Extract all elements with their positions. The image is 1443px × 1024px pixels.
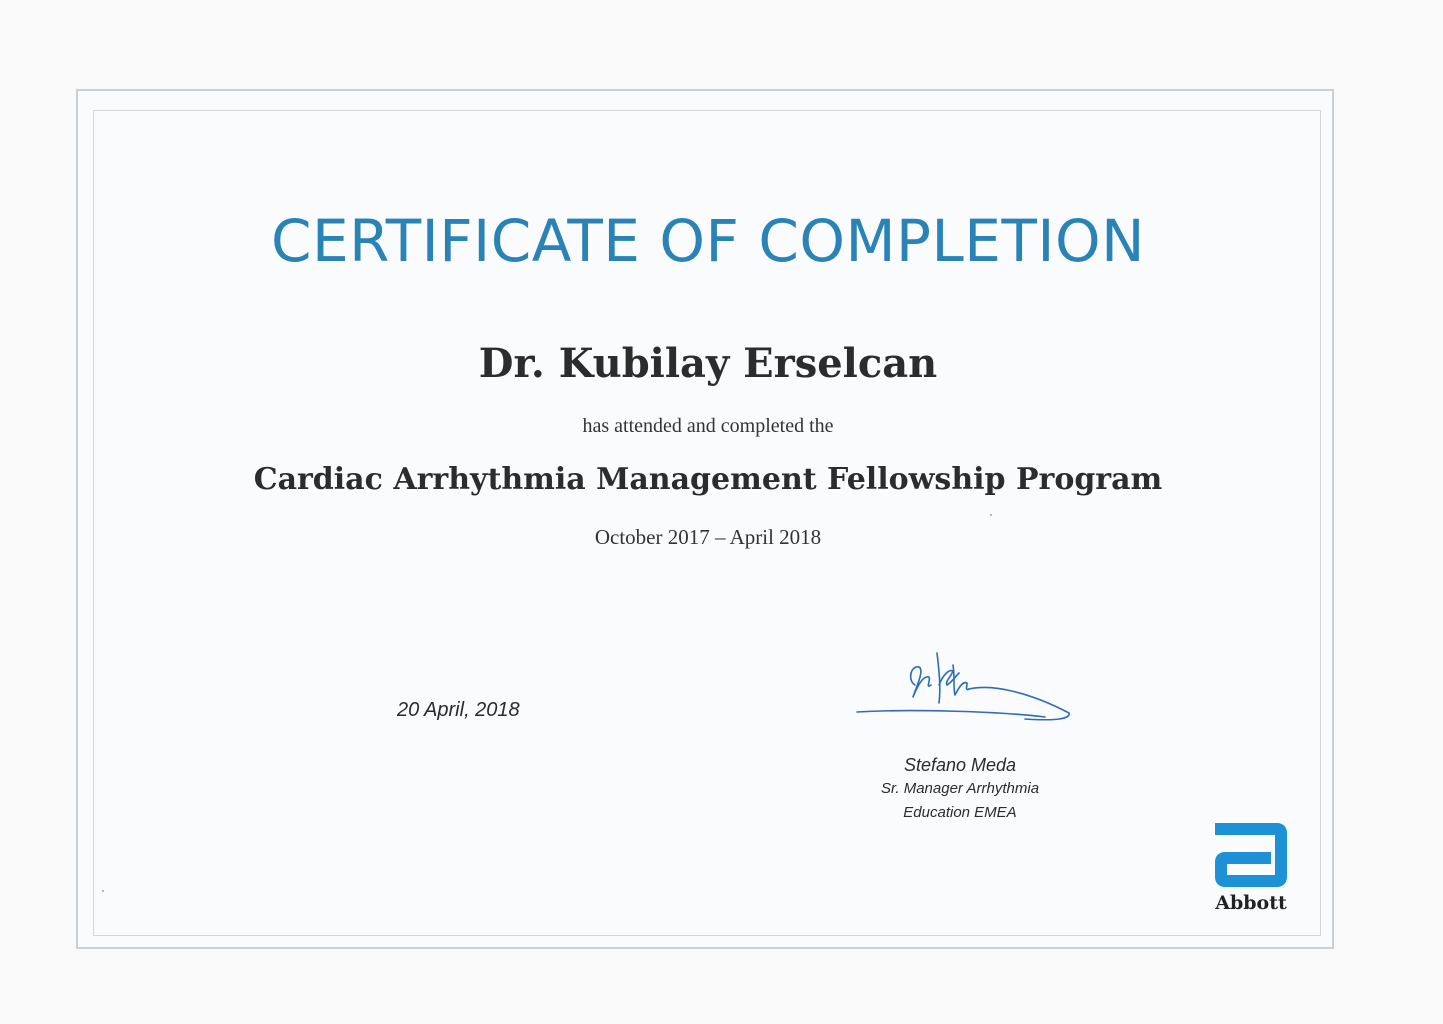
recipient-name: Dr. Kubilay Erselcan [478, 340, 938, 387]
signer-title-line2: Education EMEA [903, 804, 1017, 821]
signature-image [855, 625, 1080, 725]
attended-text: has attended and completed the [582, 415, 834, 437]
abbott-wordmark: Abbott [1215, 892, 1287, 914]
program-name: Cardiac Arrhythmia Management Fellowship Program [253, 462, 1163, 497]
signer-block [860, 753, 1060, 825]
scan-speck [102, 890, 104, 892]
certificate-title: CERTIFICATE OF COMPLETION [270, 207, 1146, 275]
program-period: October 2017 – April 2018 [594, 525, 822, 549]
signer-name: Stefano Meda [903, 755, 1017, 775]
abbott-logo-icon [1211, 820, 1291, 888]
signer-title-line1: Sr. Manager Arrhythmia [880, 780, 1040, 797]
scan-speck [990, 514, 992, 516]
issue-date: 20 April, 2018 [397, 699, 520, 721]
abbott-logo [1206, 820, 1296, 920]
